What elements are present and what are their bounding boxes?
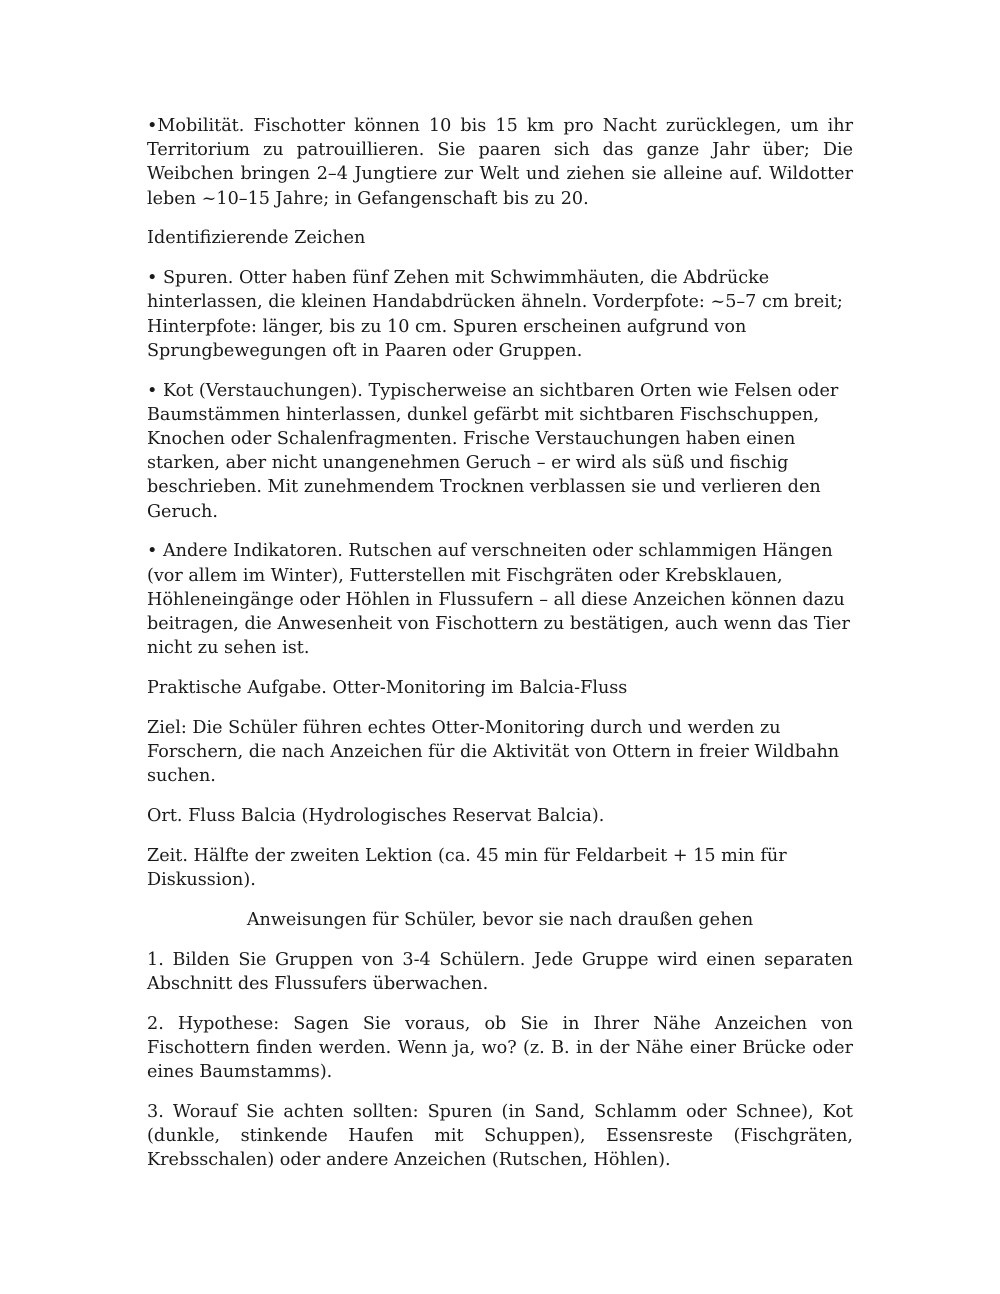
paragraph-scat: • Kot (Verstauchungen). Typischerweise an sichtbaren Orten wie Felsen oder Baumstämmen hinterlassen, dunkel gefärbt mit sichtbaren Fischschuppen, Knochen oder Schalenfragmenten. Frische Verstauchungen haben einen starken, aber nicht unangenehmen Geruch – er wird als süß und fischig beschrieben. Mit zunehmendem Trocknen verblassen sie und verlieren den Geruch. [147, 380, 839, 522]
paragraph-goal: Ziel: Die Schüler führen echtes Otter-Monitoring durch und werden zu Forschern, die nach Anzeichen für die Aktivität von Ottern in freier Wildbahn suchen. [147, 717, 840, 787]
paragraph-time: Zeit. Hälfte der zweiten Lektion (ca. 45 min für Feldarbeit + 15 min für Diskussion). [147, 845, 787, 891]
paragraph-other-indicators: • Andere Indikatoren. Rutschen auf verschneiten oder schlammigen Hängen (vor allem im Winter), Futterstellen mit Fischgräten oder Krebsklauen, Höhleneingänge oder Höhlen in Flussufern – all diese Anzeichen können dazu beitragen, die Anwesenheit von Fischottern zu bestätigen, auch wenn das Tier nicht zu sehen ist. [147, 541, 850, 659]
paragraph-step-3: 3. Worauf Sie achten sollten: Spuren (in Sand, Schlamm oder Schnee), Kot (dunkle, stinkende Haufen mit Schuppen), Essensreste (Fischgräten, Krebsschalen) oder andere Anzeichen (Rutschen, Höhlen). [147, 1101, 853, 1171]
heading-practical-task: Praktische Aufgabe. Otter-Monitoring im Balcia-Fluss [147, 678, 628, 699]
heading-identifying-signs: Identifizierende Zeichen [147, 228, 366, 249]
document-page [147, 114, 853, 1188]
paragraph-location: Ort. Fluss Balcia (Hydrologisches Reservat Balcia). [147, 806, 605, 827]
paragraph-tracks: • Spuren. Otter haben fünf Zehen mit Schwimmhäuten, die Abdrücke hinterlassen, die kleinen Handabdrücken ähneln. Vorderpfote: ~5–7 cm breit; Hinterpfote: länger, bis zu 10 cm. Spuren erscheinen aufgrund von Sprungbewegungen oft in Paaren oder Gruppen. [147, 268, 843, 361]
paragraph-mobility: •Mobilität. Fischotter können 10 bis 15 km pro Nacht zurücklegen, um ihr Territorium zu patrouillieren. Sie paaren sich das ganze Jahr über; Die Weibchen bringen 2–4 Jungtiere zur Welt und ziehen sie alleine auf. Wildotter leben ~10–15 Jahre; in Gefangenschaft bis zu 20. [147, 116, 853, 209]
heading-instructions: Anweisungen für Schüler, bevor sie nach draußen gehen [246, 909, 754, 930]
paragraph-step-2: 2. Hypothese: Sagen Sie voraus, ob Sie in Ihrer Nähe Anzeichen von Fischottern finden werden. Wenn ja, wo? (z. B. in der Nähe einer Brücke oder eines Baumstamms). [147, 1013, 853, 1083]
paragraph-step-1: 1. Bilden Sie Gruppen von 3-4 Schülern. Jede Gruppe wird einen separaten Abschnitt des Flussufers überwachen. [147, 949, 853, 994]
